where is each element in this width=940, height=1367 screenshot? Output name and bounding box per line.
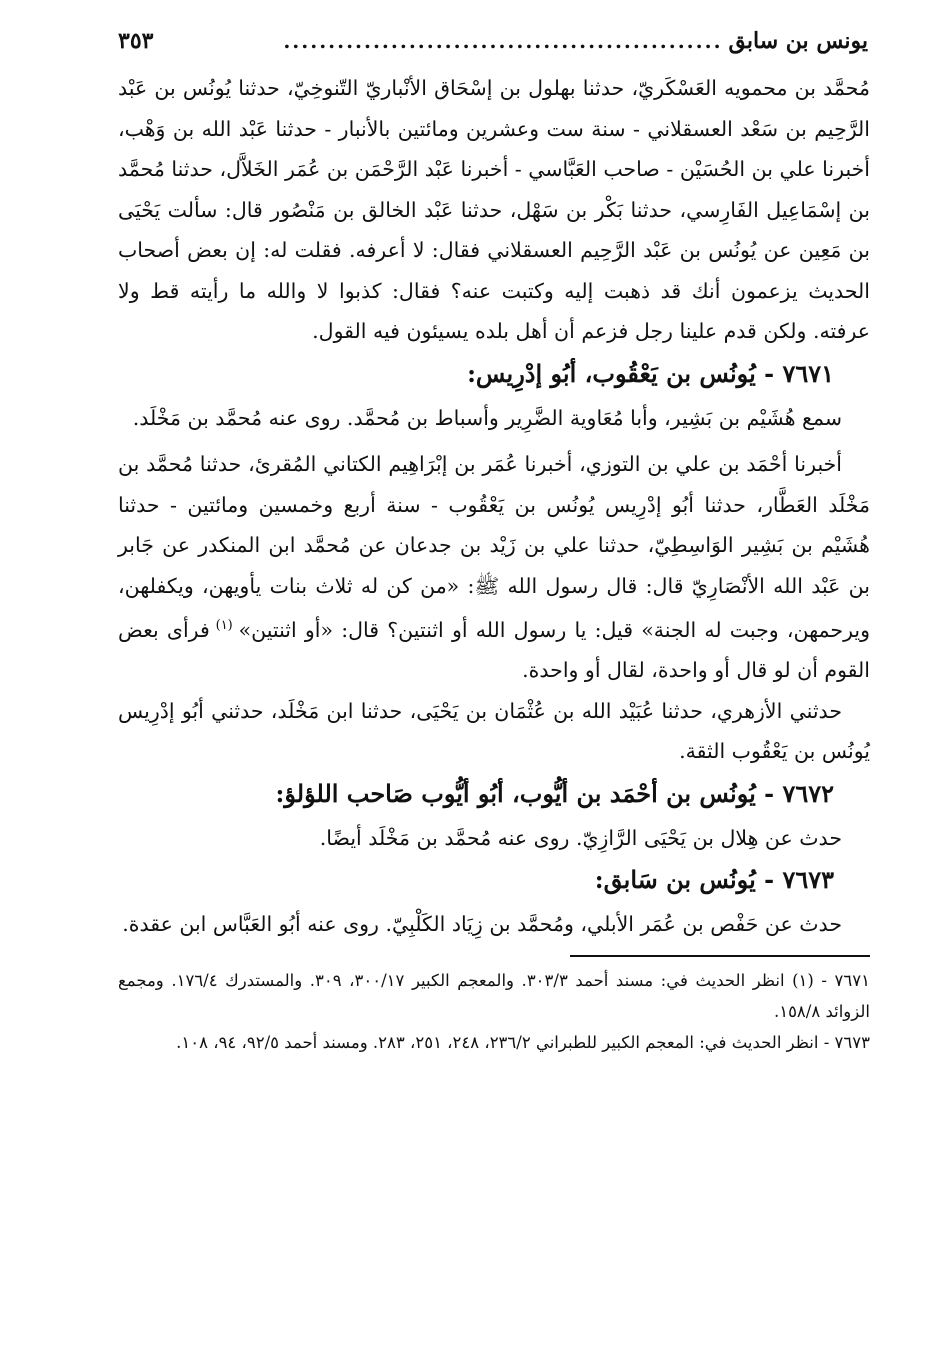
paragraph: أخبرنا أحْمَد بن علي بن التوزي، أخبرنا عُمَر بن إبْرَاهِيم الكتاني المُقرئ، حدثنا مُحمَّد بن مَخْلَد العَطَّار، حدثنا أبُو إدْرِيس يُونُس بن يَعْقُوب - سنة أربع وخمسين ومائتين - حدثنا هُشَيْم بن بَشِير الوَاسِطِيّ، حدثنا علي بن زَيْد بن جدعان عن مُحمَّد ابن المنكدر عن جَابر بن عَبْد الله الأنْصَارِيّ قال: قال رسول الله ﷺ: «من كن له ثلاث بنات يأويهن، ويكفلهن، ويرحمهن، وجبت له الجنة» قيل: يا رسول الله أو اثنتين؟ قال: «أو اثنتين» $^{(١)}$ فرأى بعض القوم أن لو قال أو واحدة، لقال أو واحدة. bbox=[118, 452, 870, 683]
paragraph: سمع هُشَيْم بن بَشِير، وأبا مُعَاوية الضَّرِير وأسباط بن مُحمَّد. روى عنه مُحمَّد بن مَخْلَد. bbox=[132, 405, 842, 430]
footnotes bbox=[118, 965, 870, 1058]
running-head-title: يونس بن سابق bbox=[728, 28, 868, 54]
paragraph: حدث عن هِلال بن يَحْيَى الرَّازِيّ. روى عنه مُحمَّد بن مَخْلَد أيضًا. bbox=[319, 825, 842, 850]
paragraph: حدث عن حَفْص بن عُمَر الأبلي، ومُحمَّد بن زِيَاد الكَلْبِيّ. روى عنه أبُو العَبَّاس ابن عقدة. bbox=[122, 912, 842, 937]
footnote: ٧٦٧٣ - انظر الحديث في: المعجم الكبير للطبراني ٢٣٦/٢، ٢٤٨، ٢٥١، ٢٨٣. ومسند أحمد ٩٢/٥، ٩٤، ١٠٨. bbox=[176, 1032, 870, 1052]
paragraph: حدثني الأزهري، حدثنا عُبَيْد الله بن عُثْمَان بن يَحْيَى، حدثنا ابن مَخْلَد، حدثني أبُو إدْرِيس يُونُس بن يَعْقُوب الثقة. bbox=[118, 698, 870, 764]
main-text bbox=[118, 68, 870, 945]
footnote: ٧٦٧١ - (١) انظر الحديث في: مسند أحمد ٣٠٣/٣. والمعجم الكبير ٣٠٠/١٧، ٣٠٩. والمستدرك ١٧٦/٤. ومجمع الزوائد ١٥٨/٨. bbox=[118, 970, 870, 1021]
entry-heading: ٧٦٧٢ - يُونُس بن أحْمَد بن أيُّوب، أبُو أيُّوب صَاحب اللؤلؤ: bbox=[275, 778, 834, 808]
dot-leader: ................................................. bbox=[283, 29, 723, 53]
paragraph: مُحمَّد بن محمويه العَسْكَريّ، حدثنا بهلول بن إسْحَاق الأنْباريّ التّنوخِيّ، حدثنا يُونُس بن عَبْد الرَّحِيم بن سَعْد العسقلاني - سنة ست وعشرين ومائتين بالأنبار - حدثنا عَبْد الله بن وَهْب، أخبرنا علي بن الحُسَيْن - صاحب العَبَّاسي - أخبرنا عَبْد الرَّحْمَن بن عُمَر الخَلاَّل، حدثنا مُحمَّد بن إسْمَاعِيل الفَارِسي، حدثنا بَكْر بن سَهْل، حدثنا عَبْد الخالق بن مَنْصُور قال: سألت يَحْيَى بن مَعِين عن يُونُس بن عَبْد الرَّحِيم العسقلاني فقال: لا أعرفه. فقلت له: إن بعض أصحاب الحديث يزعمون أنك قد ذهبت إليه وكتبت عنه؟ فقال: كذبوا لا والله ما رأيته قط ولا عرفته. ولكن قدم علينا رجل فزعم أن أهل بلده يسيئون فيه القول. bbox=[118, 76, 870, 343]
footnote-marker: (١) bbox=[209, 618, 239, 633]
page-number: ٣٥٣ bbox=[118, 28, 154, 54]
running-head bbox=[118, 28, 870, 68]
entry-heading: ٧٦٧٣ - يُونُس بن سَابق: bbox=[594, 865, 834, 895]
footnote-rule bbox=[570, 955, 870, 957]
entry-heading: ٧٦٧١ - يُونُس بن يَعْقُوب، أبُو إدْرِيس: bbox=[467, 358, 834, 388]
